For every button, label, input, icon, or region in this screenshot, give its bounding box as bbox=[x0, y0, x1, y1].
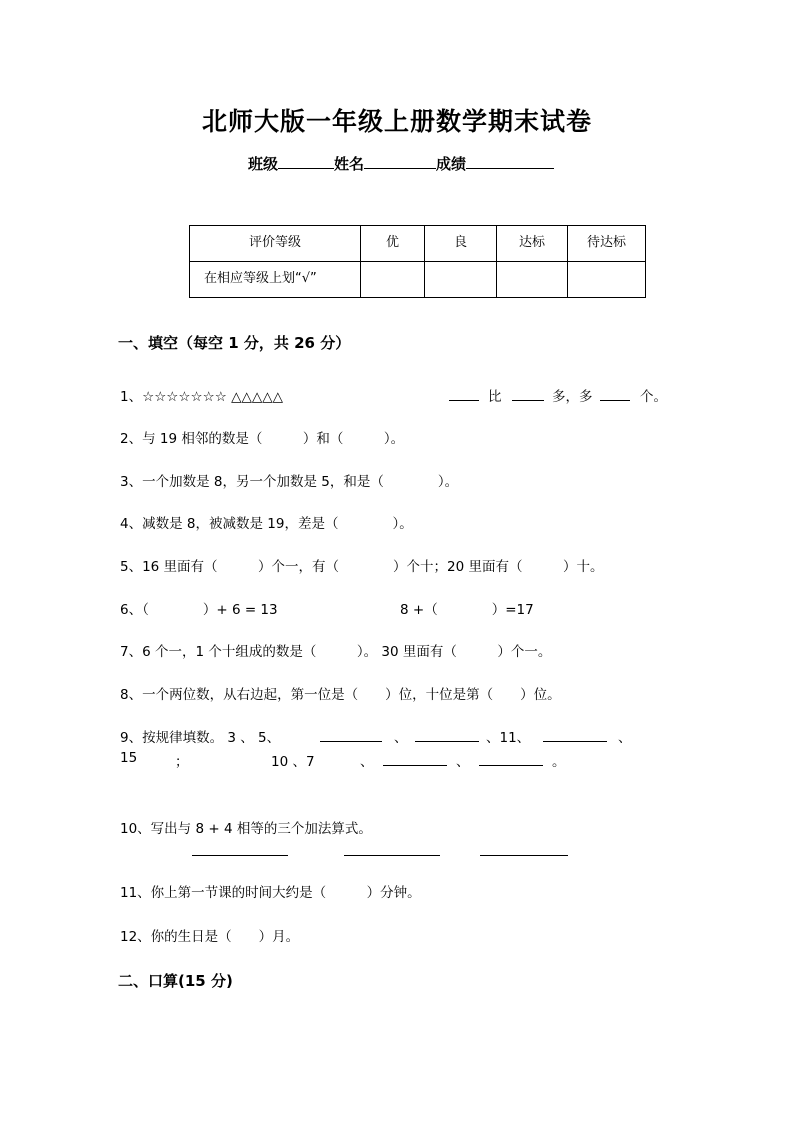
class-blank bbox=[278, 154, 334, 169]
question-2: 2、与 19 相邻的数是（ ）和（ ）。 bbox=[120, 431, 405, 447]
q9-blank-4[interactable] bbox=[383, 765, 447, 766]
q9-blank-3[interactable] bbox=[543, 741, 607, 742]
q1-shapes: 1、☆☆☆☆☆☆☆ △△△△△ bbox=[120, 389, 284, 405]
grade-cell-pass[interactable] bbox=[497, 262, 568, 298]
q9-value-15: 15 bbox=[120, 750, 138, 766]
question-3: 3、一个加数是 8，另一个加数是 5，和是（ ）。 bbox=[120, 474, 459, 490]
score-blank bbox=[466, 154, 554, 169]
header-cell: 待达标 bbox=[568, 226, 646, 262]
table-row bbox=[190, 262, 646, 298]
section-two-heading: 二、口算(15 分) bbox=[118, 972, 233, 990]
q9-semicolon: ； bbox=[175, 754, 189, 770]
question-11: 11、你上第一节课的时间大约是（ ）分钟。 bbox=[120, 885, 421, 901]
q9-blank-2[interactable] bbox=[415, 741, 479, 742]
q10-answer-line-1[interactable] bbox=[192, 855, 288, 856]
q9-sequence-start: 9、按规律填数。 3 、 5、 bbox=[120, 730, 281, 746]
question-9 bbox=[120, 726, 640, 786]
q10-answer-line-3[interactable] bbox=[480, 855, 568, 856]
header-cell: 评价等级 bbox=[190, 226, 361, 262]
student-info-line bbox=[248, 153, 554, 174]
q10-answer-line-2[interactable] bbox=[344, 855, 440, 856]
q9-sep-1: 、 bbox=[394, 730, 408, 746]
q1-text-c: 个。 bbox=[640, 389, 667, 405]
name-blank bbox=[364, 154, 436, 169]
header-cell: 达标 bbox=[497, 226, 568, 262]
question-5: 5、16 里面有（ ）个一，有（ ）个十；20 里面有（ ）十。 bbox=[120, 559, 604, 575]
row-label-cell: 在相应等级上划“√” bbox=[190, 262, 361, 298]
question-10: 10、写出与 8 + 4 相等的三个加法算式。 bbox=[120, 821, 372, 837]
q1-blank-1[interactable] bbox=[449, 400, 479, 401]
q9-blank-1[interactable] bbox=[320, 741, 382, 742]
q9-sep-5: 、 bbox=[456, 754, 470, 770]
q9-blank-5[interactable] bbox=[479, 765, 543, 766]
header-cell: 良 bbox=[425, 226, 497, 262]
q9-sequence-2-start: 10 、7 bbox=[271, 754, 315, 770]
question-7: 7、6 个一，1 个十组成的数是（ ）。 30 里面有（ ）个一。 bbox=[120, 644, 552, 660]
q1-text-b: 多，多 bbox=[552, 389, 593, 405]
score-label: 成绩 bbox=[436, 155, 467, 173]
header-cell: 优 bbox=[361, 226, 425, 262]
q1-text-a: 比 bbox=[488, 389, 502, 405]
q6-part-a: 6、（ ）+ 6 = 13 bbox=[120, 602, 278, 618]
table-row bbox=[190, 226, 646, 262]
section-one-heading: 一、填空（每空 1 分，共 26 分） bbox=[118, 334, 351, 352]
q9-sep-3: 、 bbox=[618, 730, 632, 746]
q6-part-b: 8 +（ ）=17 bbox=[400, 602, 534, 618]
name-label: 姓名 bbox=[334, 155, 365, 173]
page-title: 北师大版一年级上册数学期末试卷 bbox=[201, 107, 592, 136]
q9-period: 。 bbox=[552, 754, 566, 770]
question-12: 12、你的生日是（ ）月。 bbox=[120, 929, 300, 945]
q1-blank-3[interactable] bbox=[600, 400, 630, 401]
q9-sep-4: 、 bbox=[360, 754, 374, 770]
q9-sep-2: 、11、 bbox=[486, 730, 531, 746]
class-label: 班级 bbox=[248, 155, 279, 173]
evaluation-table bbox=[189, 225, 646, 298]
grade-cell-needs-work[interactable] bbox=[568, 262, 646, 298]
grade-cell-excellent[interactable] bbox=[361, 262, 425, 298]
question-4: 4、减数是 8，被减数是 19，差是（ ）。 bbox=[120, 516, 413, 532]
question-8: 8、一个两位数，从右边起，第一位是（ ）位，十位是第（ ）位。 bbox=[120, 687, 561, 703]
grade-cell-good[interactable] bbox=[425, 262, 497, 298]
q1-blank-2[interactable] bbox=[512, 400, 544, 401]
